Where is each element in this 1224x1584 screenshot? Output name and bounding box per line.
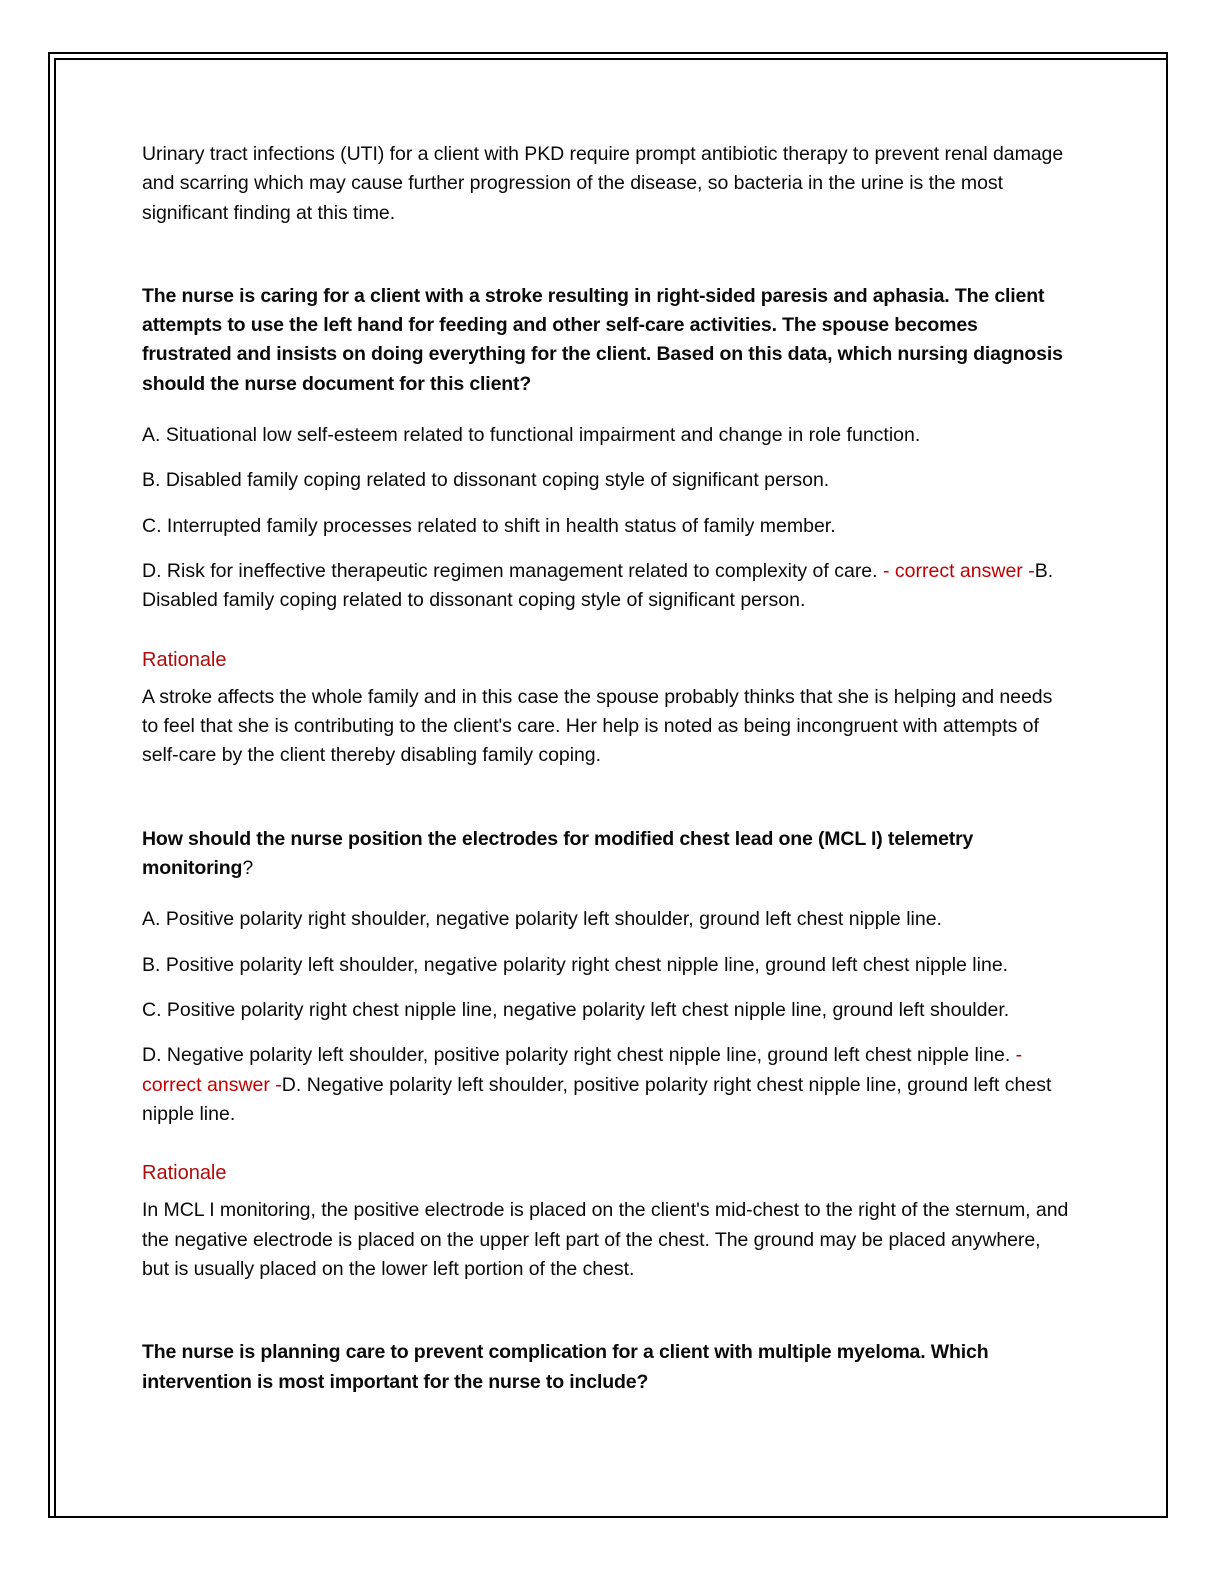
question-stem-punctuation: ?	[242, 857, 254, 880]
answer-option-b[interactable]: B. Positive polarity left shoulder, negative polarity right chest nipple line, ground left chest nipple line.	[142, 953, 1009, 976]
correct-answer-dash: -	[1028, 559, 1035, 582]
question-stem-text: How should the nurse position the electrodes for modified chest lead one (MCL I) telemetry monitoring	[142, 827, 974, 880]
question-stem: The nurse is planning care to prevent complication for a client with multiple myeloma. Which intervention is most important for the nurse to include?	[142, 1341, 989, 1393]
question-stem: The nurse is caring for a client with a stroke resulting in right-sided paresis and aphasia. The client attempts to use the left hand for feeding and other self-care activities. The spouse becomes frustrated and insists on doing everything for the client. Based on this data, which nursing diagnosis should the nurse document for this client?	[142, 284, 1063, 395]
rationale-paragraph: A stroke affects the whole family and in this case the spouse probably thinks that she is helping and needs to feel that she is contributing to the client's care. Her help is noted as being incongruent with attempts of self-care by the client thereby disabling family coping.	[142, 685, 1053, 767]
correct-answer-text: B. Disabled family coping related to dissonant coping style of significant person.	[142, 559, 1054, 612]
rationale-spacer	[142, 632, 1072, 646]
question-stem	[142, 825, 1072, 884]
answer-option-c[interactable]: C. Interrupted family processes related to shift in health status of family member.	[142, 514, 836, 537]
correct-answer-marker: - correct answer -	[142, 1044, 1023, 1096]
intro-paragraph: Urinary tract infections (UTI) for a client with PKD require prompt antibiotic therapy to prevent renal damage and scarring which may cause further progression of the disease, so bacteria in the urine is the most significant finding at this time.	[142, 143, 1064, 224]
question-block-multiple-myeloma-prevention	[142, 1338, 1072, 1397]
rationale-heading: Rationale	[142, 648, 227, 671]
section-spacer	[142, 779, 1072, 825]
question-block-stroke-nursing-diagnosis	[142, 282, 1072, 771]
rationale-spacer	[142, 1145, 1072, 1159]
rationale-heading: Rationale	[142, 1162, 227, 1185]
question-block-mcl-one-electrode-placement	[142, 825, 1072, 1285]
document-content	[142, 140, 1072, 1405]
answer-option-d-with-key[interactable]	[142, 557, 1072, 616]
answer-option-b[interactable]: B. Disabled family coping related to dissonant coping style of significant person.	[142, 469, 830, 492]
answer-option-a[interactable]: A. Positive polarity right shoulder, negative polarity left shoulder, ground left chest nipple line.	[142, 908, 942, 931]
answer-option-d-text: D. Risk for ineffective therapeutic regimen management related to complexity of care.	[142, 559, 883, 582]
answer-option-a[interactable]: A. Situational low self-esteem related to functional impairment and change in role function.	[142, 424, 921, 447]
section-spacer	[142, 1292, 1072, 1338]
section-spacer	[142, 236, 1072, 282]
answer-option-c[interactable]: C. Positive polarity right chest nipple line, negative polarity left chest nipple line, ground left shoulder.	[142, 998, 1010, 1021]
correct-answer-text: D. Negative polarity left shoulder, positive polarity right chest nipple line, ground left chest nipple line.	[142, 1073, 1052, 1125]
correct-answer-marker: - correct answer	[883, 559, 1029, 582]
stem-spacer	[142, 891, 1072, 905]
rationale-paragraph: In MCL I monitoring, the positive electrode is placed on the client's mid-chest to the right of the sternum, and the negative electrode is placed on the upper left part of the chest. The ground may be placed anywhere, but is usually placed on the lower left portion of the chest.	[142, 1199, 1069, 1281]
answer-option-d-text: D. Negative polarity left shoulder, positive polarity right chest nipple line, ground left chest nipple line.	[142, 1044, 1016, 1067]
stem-spacer	[142, 407, 1072, 421]
answer-option-d-with-key[interactable]	[142, 1041, 1072, 1129]
